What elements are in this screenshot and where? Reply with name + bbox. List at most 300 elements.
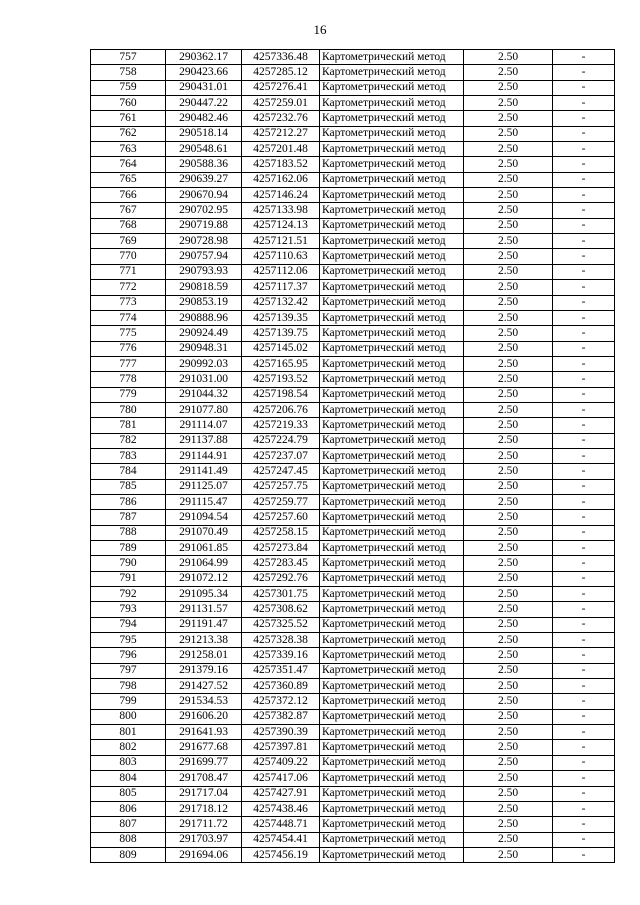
x-coordinate-cell: 290728.98 (166, 234, 242, 249)
x-coordinate-cell: 291379.16 (166, 663, 242, 678)
note-cell: - (553, 341, 615, 356)
accuracy-cell: 2.50 (464, 648, 553, 663)
table-row (91, 402, 615, 417)
x-coordinate-cell: 291694.06 (166, 847, 242, 862)
method-cell: Картометрический метод (320, 801, 464, 816)
y-coordinate-cell: 4257165.95 (242, 356, 320, 371)
note-cell: - (553, 786, 615, 801)
point-number-cell: 804 (91, 771, 166, 786)
accuracy-cell: 2.50 (464, 801, 553, 816)
point-number-cell: 769 (91, 234, 166, 249)
table-row (91, 310, 615, 325)
x-coordinate-cell: 290719.88 (166, 218, 242, 233)
x-coordinate-cell: 291718.12 (166, 801, 242, 816)
accuracy-cell: 2.50 (464, 172, 553, 187)
note-cell: - (553, 65, 615, 80)
method-cell: Картометрический метод (320, 96, 464, 111)
note-cell: - (553, 694, 615, 709)
accuracy-cell: 2.50 (464, 341, 553, 356)
note-cell: - (553, 50, 615, 65)
point-number-cell: 780 (91, 402, 166, 417)
table-row (91, 755, 615, 770)
y-coordinate-cell: 4257448.71 (242, 817, 320, 832)
y-coordinate-cell: 4257206.76 (242, 402, 320, 417)
page-number: 16 (313, 22, 327, 37)
y-coordinate-cell: 4257201.48 (242, 142, 320, 157)
note-cell: - (553, 755, 615, 770)
y-coordinate-cell: 4257117.37 (242, 280, 320, 295)
accuracy-cell: 2.50 (464, 832, 553, 847)
y-coordinate-cell: 4257336.48 (242, 50, 320, 65)
accuracy-cell: 2.50 (464, 725, 553, 740)
accuracy-cell: 2.50 (464, 111, 553, 126)
x-coordinate-cell: 290992.03 (166, 356, 242, 371)
point-number-cell: 786 (91, 494, 166, 509)
y-coordinate-cell: 4257193.52 (242, 372, 320, 387)
point-number-cell: 792 (91, 587, 166, 602)
accuracy-cell: 2.50 (464, 126, 553, 141)
note-cell: - (553, 541, 615, 556)
table-row (91, 771, 615, 786)
x-coordinate-cell: 291258.01 (166, 648, 242, 663)
point-number-cell: 763 (91, 142, 166, 157)
note-cell: - (553, 709, 615, 724)
table-row (91, 433, 615, 448)
accuracy-cell: 2.50 (464, 264, 553, 279)
table-row (91, 648, 615, 663)
table-row (91, 96, 615, 111)
method-cell: Картометрический метод (320, 356, 464, 371)
accuracy-cell: 2.50 (464, 740, 553, 755)
accuracy-cell: 2.50 (464, 50, 553, 65)
x-coordinate-cell: 290853.19 (166, 295, 242, 310)
accuracy-cell: 2.50 (464, 602, 553, 617)
note-cell: - (553, 556, 615, 571)
y-coordinate-cell: 4257351.47 (242, 663, 320, 678)
accuracy-cell: 2.50 (464, 479, 553, 494)
y-coordinate-cell: 4257258.15 (242, 525, 320, 540)
y-coordinate-cell: 4257427.91 (242, 786, 320, 801)
note-cell: - (553, 525, 615, 540)
x-coordinate-cell: 291191.47 (166, 617, 242, 632)
accuracy-cell: 2.50 (464, 188, 553, 203)
accuracy-cell: 2.50 (464, 755, 553, 770)
note-cell: - (553, 96, 615, 111)
point-number-cell: 778 (91, 372, 166, 387)
point-number-cell: 796 (91, 648, 166, 663)
table-row (91, 80, 615, 95)
note-cell: - (553, 494, 615, 509)
x-coordinate-cell: 291213.38 (166, 633, 242, 648)
method-cell: Картометрический метод (320, 694, 464, 709)
note-cell: - (553, 587, 615, 602)
method-cell: Картометрический метод (320, 402, 464, 417)
note-cell: - (553, 433, 615, 448)
table-row (91, 249, 615, 264)
accuracy-cell: 2.50 (464, 142, 553, 157)
table-row (91, 801, 615, 816)
x-coordinate-cell: 291061.85 (166, 541, 242, 556)
note-cell: - (553, 602, 615, 617)
note-cell: - (553, 356, 615, 371)
accuracy-cell: 2.50 (464, 433, 553, 448)
y-coordinate-cell: 4257133.98 (242, 203, 320, 218)
table-row (91, 126, 615, 141)
method-cell: Картометрический метод (320, 755, 464, 770)
point-number-cell: 791 (91, 571, 166, 586)
method-cell: Картометрический метод (320, 740, 464, 755)
method-cell: Картометрический метод (320, 847, 464, 862)
note-cell: - (553, 771, 615, 786)
method-cell: Картометрический метод (320, 479, 464, 494)
table-row (91, 50, 615, 65)
table-row (91, 111, 615, 126)
accuracy-cell: 2.50 (464, 295, 553, 310)
table-row (91, 556, 615, 571)
accuracy-cell: 2.50 (464, 817, 553, 832)
method-cell: Картометрический метод (320, 541, 464, 556)
method-cell: Картометрический метод (320, 786, 464, 801)
point-number-cell: 764 (91, 157, 166, 172)
point-number-cell: 761 (91, 111, 166, 126)
method-cell: Картометрический метод (320, 433, 464, 448)
point-number-cell: 800 (91, 709, 166, 724)
table-row (91, 479, 615, 494)
method-cell: Картометрический метод (320, 617, 464, 632)
point-number-cell: 795 (91, 633, 166, 648)
y-coordinate-cell: 4257308.62 (242, 602, 320, 617)
point-number-cell: 757 (91, 50, 166, 65)
method-cell: Картометрический метод (320, 65, 464, 80)
method-cell: Картометрический метод (320, 448, 464, 463)
x-coordinate-cell: 290518.14 (166, 126, 242, 141)
note-cell: - (553, 372, 615, 387)
note-cell: - (553, 218, 615, 233)
y-coordinate-cell: 4257257.75 (242, 479, 320, 494)
note-cell: - (553, 234, 615, 249)
table-row (91, 740, 615, 755)
y-coordinate-cell: 4257273.84 (242, 541, 320, 556)
table-row (91, 341, 615, 356)
table-row (91, 464, 615, 479)
note-cell: - (553, 188, 615, 203)
table-row (91, 142, 615, 157)
method-cell: Картометрический метод (320, 50, 464, 65)
note-cell: - (553, 172, 615, 187)
accuracy-cell: 2.50 (464, 372, 553, 387)
table-row (91, 633, 615, 648)
x-coordinate-cell: 291427.52 (166, 679, 242, 694)
point-number-cell: 782 (91, 433, 166, 448)
y-coordinate-cell: 4257292.76 (242, 571, 320, 586)
accuracy-cell: 2.50 (464, 280, 553, 295)
note-cell: - (553, 157, 615, 172)
y-coordinate-cell: 4257219.33 (242, 418, 320, 433)
accuracy-cell: 2.50 (464, 556, 553, 571)
x-coordinate-cell: 291064.99 (166, 556, 242, 571)
table-row (91, 847, 615, 862)
x-coordinate-cell: 291534.53 (166, 694, 242, 709)
note-cell: - (553, 448, 615, 463)
y-coordinate-cell: 4257112.06 (242, 264, 320, 279)
point-number-cell: 785 (91, 479, 166, 494)
method-cell: Картометрический метод (320, 418, 464, 433)
x-coordinate-cell: 291703.97 (166, 832, 242, 847)
accuracy-cell: 2.50 (464, 786, 553, 801)
point-number-cell: 806 (91, 801, 166, 816)
y-coordinate-cell: 4257283.45 (242, 556, 320, 571)
point-number-cell: 794 (91, 617, 166, 632)
method-cell: Картометрический метод (320, 571, 464, 586)
table-row (91, 65, 615, 80)
point-number-cell: 809 (91, 847, 166, 862)
table-row (91, 663, 615, 678)
accuracy-cell: 2.50 (464, 510, 553, 525)
table-row (91, 817, 615, 832)
x-coordinate-cell: 290423.66 (166, 65, 242, 80)
y-coordinate-cell: 4257382.87 (242, 709, 320, 724)
y-coordinate-cell: 4257360.89 (242, 679, 320, 694)
table-row (91, 694, 615, 709)
x-coordinate-cell: 291115.47 (166, 494, 242, 509)
method-cell: Картометрический метод (320, 464, 464, 479)
table-row (91, 510, 615, 525)
table-row (91, 188, 615, 203)
point-number-cell: 790 (91, 556, 166, 571)
coordinates-table-body (91, 50, 615, 863)
note-cell: - (553, 663, 615, 678)
note-cell: - (553, 464, 615, 479)
table-row (91, 218, 615, 233)
accuracy-cell: 2.50 (464, 402, 553, 417)
y-coordinate-cell: 4257372.12 (242, 694, 320, 709)
point-number-cell: 774 (91, 310, 166, 325)
method-cell: Картометрический метод (320, 832, 464, 847)
x-coordinate-cell: 291094.54 (166, 510, 242, 525)
x-coordinate-cell: 290482.46 (166, 111, 242, 126)
method-cell: Картометрический метод (320, 387, 464, 402)
note-cell: - (553, 280, 615, 295)
point-number-cell: 768 (91, 218, 166, 233)
accuracy-cell: 2.50 (464, 310, 553, 325)
table-row (91, 356, 615, 371)
x-coordinate-cell: 291708.47 (166, 771, 242, 786)
accuracy-cell: 2.50 (464, 387, 553, 402)
x-coordinate-cell: 290924.49 (166, 326, 242, 341)
table-row (91, 326, 615, 341)
point-number-cell: 779 (91, 387, 166, 402)
table-row (91, 387, 615, 402)
table-row (91, 617, 615, 632)
note-cell: - (553, 479, 615, 494)
note-cell: - (553, 740, 615, 755)
method-cell: Картометрический метод (320, 633, 464, 648)
method-cell: Картометрический метод (320, 203, 464, 218)
point-number-cell: 759 (91, 80, 166, 95)
x-coordinate-cell: 290670.94 (166, 188, 242, 203)
point-number-cell: 760 (91, 96, 166, 111)
table-row (91, 525, 615, 540)
x-coordinate-cell: 290362.17 (166, 50, 242, 65)
y-coordinate-cell: 4257397.81 (242, 740, 320, 755)
table-row (91, 264, 615, 279)
x-coordinate-cell: 291031.00 (166, 372, 242, 387)
y-coordinate-cell: 4257301.75 (242, 587, 320, 602)
accuracy-cell: 2.50 (464, 448, 553, 463)
accuracy-cell: 2.50 (464, 694, 553, 709)
method-cell: Картометрический метод (320, 556, 464, 571)
table-row (91, 172, 615, 187)
method-cell: Картометрический метод (320, 525, 464, 540)
note-cell: - (553, 633, 615, 648)
method-cell: Картометрический метод (320, 188, 464, 203)
x-coordinate-cell: 291114.07 (166, 418, 242, 433)
method-cell: Картометрический метод (320, 280, 464, 295)
method-cell: Картометрический метод (320, 679, 464, 694)
y-coordinate-cell: 4257247.45 (242, 464, 320, 479)
y-coordinate-cell: 4257409.22 (242, 755, 320, 770)
accuracy-cell: 2.50 (464, 679, 553, 694)
x-coordinate-cell: 290818.59 (166, 280, 242, 295)
x-coordinate-cell: 290888.96 (166, 310, 242, 325)
accuracy-cell: 2.50 (464, 464, 553, 479)
accuracy-cell: 2.50 (464, 96, 553, 111)
y-coordinate-cell: 4257162.06 (242, 172, 320, 187)
y-coordinate-cell: 4257257.60 (242, 510, 320, 525)
point-number-cell: 798 (91, 679, 166, 694)
note-cell: - (553, 126, 615, 141)
method-cell: Картометрический метод (320, 326, 464, 341)
point-number-cell: 783 (91, 448, 166, 463)
x-coordinate-cell: 291131.57 (166, 602, 242, 617)
note-cell: - (553, 326, 615, 341)
method-cell: Картометрический метод (320, 80, 464, 95)
table-row (91, 448, 615, 463)
table-row (91, 203, 615, 218)
x-coordinate-cell: 290447.22 (166, 96, 242, 111)
point-number-cell: 787 (91, 510, 166, 525)
accuracy-cell: 2.50 (464, 587, 553, 602)
x-coordinate-cell: 291095.34 (166, 587, 242, 602)
table-row (91, 157, 615, 172)
y-coordinate-cell: 4257259.01 (242, 96, 320, 111)
accuracy-cell: 2.50 (464, 356, 553, 371)
point-number-cell: 799 (91, 694, 166, 709)
y-coordinate-cell: 4257259.77 (242, 494, 320, 509)
point-number-cell: 788 (91, 525, 166, 540)
x-coordinate-cell: 291641.93 (166, 725, 242, 740)
y-coordinate-cell: 4257237.07 (242, 448, 320, 463)
accuracy-cell: 2.50 (464, 541, 553, 556)
table-row (91, 280, 615, 295)
method-cell: Картометрический метод (320, 494, 464, 509)
note-cell: - (553, 571, 615, 586)
x-coordinate-cell: 291070.49 (166, 525, 242, 540)
point-number-cell: 777 (91, 356, 166, 371)
point-number-cell: 773 (91, 295, 166, 310)
note-cell: - (553, 295, 615, 310)
method-cell: Картометрический метод (320, 234, 464, 249)
point-number-cell: 772 (91, 280, 166, 295)
point-number-cell: 766 (91, 188, 166, 203)
note-cell: - (553, 817, 615, 832)
y-coordinate-cell: 4257124.13 (242, 218, 320, 233)
note-cell: - (553, 847, 615, 862)
accuracy-cell: 2.50 (464, 65, 553, 80)
point-number-cell: 808 (91, 832, 166, 847)
note-cell: - (553, 264, 615, 279)
table-row (91, 786, 615, 801)
method-cell: Картометрический метод (320, 725, 464, 740)
y-coordinate-cell: 4257454.41 (242, 832, 320, 847)
table-row (91, 679, 615, 694)
point-number-cell: 775 (91, 326, 166, 341)
table-row (91, 571, 615, 586)
x-coordinate-cell: 291137.88 (166, 433, 242, 448)
table-row (91, 541, 615, 556)
y-coordinate-cell: 4257328.38 (242, 633, 320, 648)
method-cell: Картометрический метод (320, 295, 464, 310)
x-coordinate-cell: 291711.72 (166, 817, 242, 832)
x-coordinate-cell: 291044.32 (166, 387, 242, 402)
x-coordinate-cell: 291677.68 (166, 740, 242, 755)
point-number-cell: 776 (91, 341, 166, 356)
x-coordinate-cell: 291077.80 (166, 402, 242, 417)
y-coordinate-cell: 4257417.06 (242, 771, 320, 786)
method-cell: Картометрический метод (320, 157, 464, 172)
point-number-cell: 803 (91, 755, 166, 770)
method-cell: Картометрический метод (320, 372, 464, 387)
table-row (91, 295, 615, 310)
table-row (91, 832, 615, 847)
point-number-cell: 801 (91, 725, 166, 740)
x-coordinate-cell: 290948.31 (166, 341, 242, 356)
table-row (91, 602, 615, 617)
accuracy-cell: 2.50 (464, 326, 553, 341)
accuracy-cell: 2.50 (464, 203, 553, 218)
note-cell: - (553, 142, 615, 157)
method-cell: Картометрический метод (320, 587, 464, 602)
y-coordinate-cell: 4257339.16 (242, 648, 320, 663)
x-coordinate-cell: 290757.94 (166, 249, 242, 264)
y-coordinate-cell: 4257325.52 (242, 617, 320, 632)
x-coordinate-cell: 291606.20 (166, 709, 242, 724)
table-row (91, 587, 615, 602)
note-cell: - (553, 801, 615, 816)
accuracy-cell: 2.50 (464, 157, 553, 172)
method-cell: Картометрический метод (320, 218, 464, 233)
note-cell: - (553, 402, 615, 417)
note-cell: - (553, 832, 615, 847)
y-coordinate-cell: 4257146.24 (242, 188, 320, 203)
method-cell: Картометрический метод (320, 142, 464, 157)
point-number-cell: 805 (91, 786, 166, 801)
y-coordinate-cell: 4257198.54 (242, 387, 320, 402)
note-cell: - (553, 510, 615, 525)
x-coordinate-cell: 290702.95 (166, 203, 242, 218)
method-cell: Картометрический метод (320, 510, 464, 525)
method-cell: Картометрический метод (320, 663, 464, 678)
y-coordinate-cell: 4257212.27 (242, 126, 320, 141)
accuracy-cell: 2.50 (464, 617, 553, 632)
note-cell: - (553, 80, 615, 95)
table-row (91, 494, 615, 509)
y-coordinate-cell: 4257224.79 (242, 433, 320, 448)
accuracy-cell: 2.50 (464, 525, 553, 540)
table-row (91, 418, 615, 433)
point-number-cell: 781 (91, 418, 166, 433)
note-cell: - (553, 387, 615, 402)
